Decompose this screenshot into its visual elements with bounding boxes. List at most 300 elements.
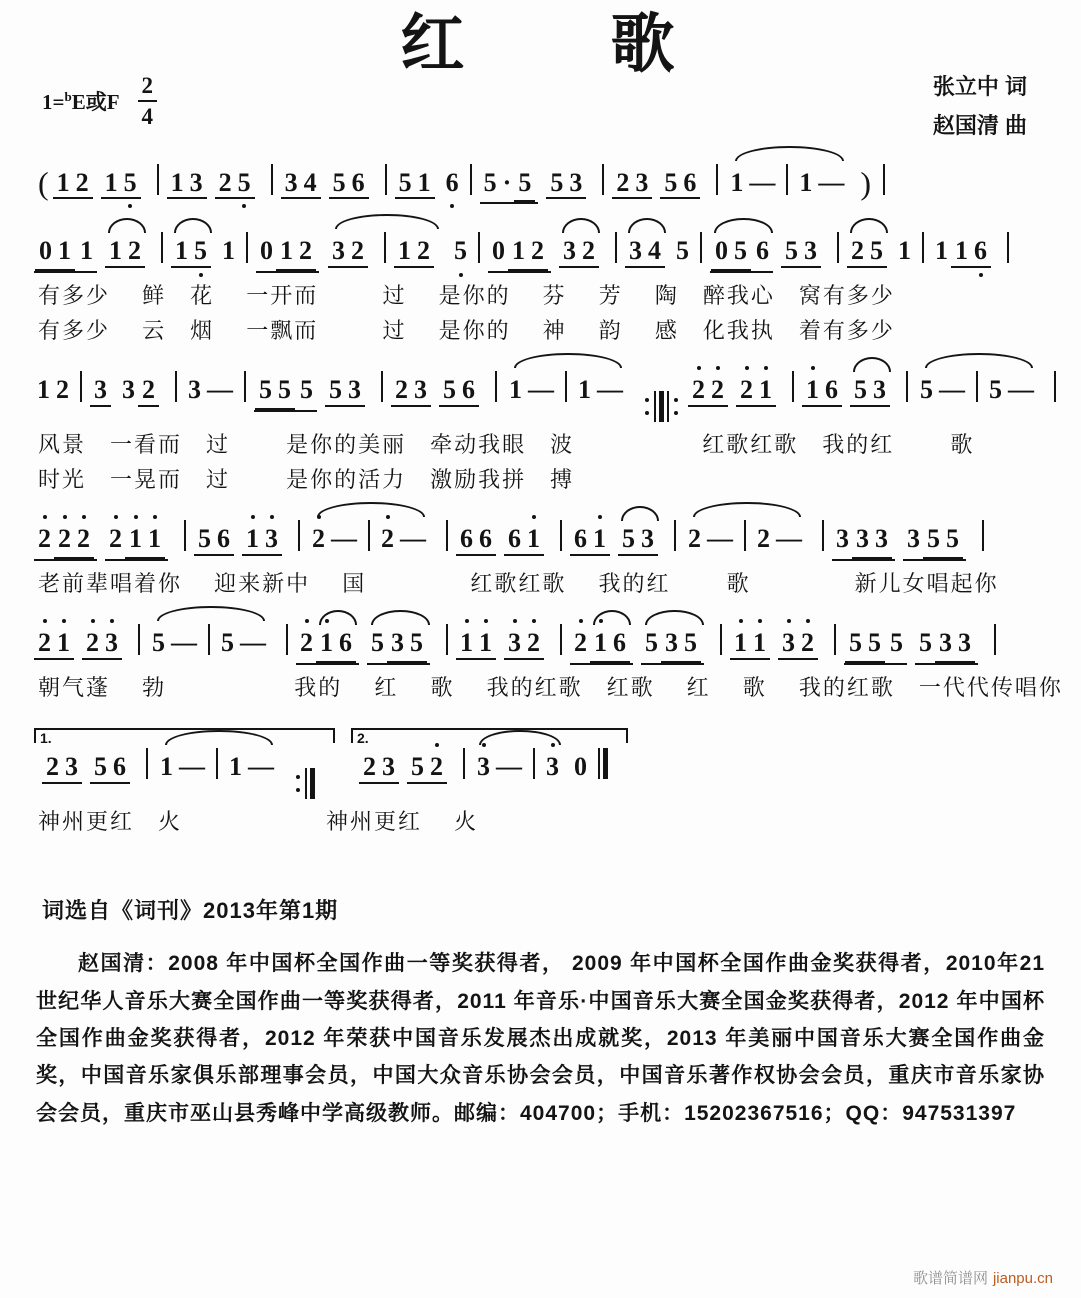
note: — [207, 375, 233, 405]
note: 2 [35, 628, 54, 658]
note: 3 [122, 375, 135, 405]
note: 1 [175, 236, 188, 266]
note: 3 [391, 628, 404, 658]
barline [560, 624, 562, 655]
note: 4 [648, 236, 661, 266]
barline [837, 232, 839, 263]
note: 2 [74, 524, 93, 554]
beam-group [90, 752, 130, 784]
note: 1 [524, 524, 543, 554]
beam-group [778, 628, 818, 660]
note: 3 [505, 628, 524, 658]
note: — [749, 167, 776, 197]
note: 1 [160, 752, 173, 782]
bar-stroke [1054, 371, 1056, 402]
music-line [26, 494, 1055, 563]
bar-stroke [922, 232, 924, 263]
bar-stroke [906, 371, 908, 402]
volta-bracket [34, 728, 335, 799]
note: 2 [46, 752, 59, 782]
lyricist-credit: 张立中 词 [932, 74, 1027, 99]
note: 5 [946, 524, 959, 554]
note: 3 [563, 236, 576, 266]
note: 2 [75, 167, 89, 197]
beam-group [844, 628, 907, 665]
bar-stroke [80, 371, 82, 402]
note: 1 [578, 375, 591, 405]
key-time-signature [42, 74, 1055, 128]
music-line [26, 345, 1055, 424]
note: 5 [235, 168, 254, 198]
beam-group [508, 236, 548, 271]
note: 2 [688, 524, 701, 554]
bar-stroke [246, 232, 248, 263]
beam-group [167, 168, 207, 200]
repeat-dots [645, 398, 649, 415]
note: 1 [955, 236, 968, 266]
bar-stroke [138, 624, 140, 655]
note: — [707, 524, 733, 554]
note: 3 [332, 236, 345, 266]
bar-stroke [446, 624, 448, 655]
beam-group [915, 628, 978, 665]
barline [208, 624, 210, 655]
key-name: E或F [71, 89, 120, 114]
barline [446, 624, 448, 655]
note: 5 [198, 524, 211, 554]
note: 1 [476, 628, 495, 658]
beam-group [660, 168, 700, 200]
bar-stroke [470, 164, 472, 195]
note: 5 [451, 236, 470, 266]
note: 5 [645, 628, 658, 658]
barline [565, 371, 567, 402]
note: — [939, 375, 965, 405]
note: 6 [339, 628, 352, 658]
barline [385, 164, 387, 195]
note: 1 [756, 375, 775, 405]
beam-group [242, 524, 282, 556]
beam-group [730, 628, 770, 660]
music-line [26, 702, 1055, 801]
barline [216, 748, 218, 779]
note: 3 [188, 375, 201, 405]
note: 2 [378, 524, 397, 554]
slur-group [308, 520, 430, 554]
note: 1 [590, 524, 609, 554]
note: 5 [734, 236, 747, 266]
slur-group [641, 628, 704, 665]
barline [560, 520, 562, 551]
bar-stroke [161, 232, 163, 263]
beam-group [138, 375, 159, 407]
note: 5 [300, 375, 313, 405]
note: 3 [102, 628, 121, 658]
note: 5 [278, 375, 291, 405]
note: 0 [39, 236, 52, 266]
beam-group [53, 168, 93, 200]
lyrics-source-note: 词选自《词刊》2013年第1期 [42, 898, 339, 924]
site-name: 歌谱简谱网 [912, 1270, 988, 1287]
note: — [597, 375, 623, 405]
bar-stroke [1007, 232, 1009, 263]
bar-stroke [822, 520, 824, 551]
barline [146, 748, 148, 779]
note: 3 [939, 628, 952, 658]
beam-group [480, 168, 539, 205]
note: 1 [222, 236, 235, 266]
bar-stroke [982, 520, 984, 551]
note: 5 [443, 375, 456, 405]
note: 5 [890, 628, 903, 658]
slur-group [367, 628, 430, 665]
note: 6 [683, 167, 697, 197]
parenthesis: ( [38, 164, 49, 201]
barline [470, 164, 472, 195]
bar-stroke [533, 748, 535, 779]
note: 5 [332, 167, 346, 197]
note: 1 [750, 628, 769, 658]
beam-group [832, 524, 895, 561]
beam-group [514, 168, 535, 203]
note: 5 [550, 167, 564, 197]
barline [883, 164, 885, 195]
note: 2 [309, 524, 328, 554]
barline [161, 232, 163, 263]
barline [720, 624, 722, 655]
beam-group [325, 375, 365, 407]
note: 2 [395, 375, 408, 405]
bar-stroke [994, 624, 996, 655]
note: 1 [109, 236, 122, 266]
barline [1054, 371, 1056, 402]
note: 6 [574, 524, 587, 554]
note: 5 [121, 168, 140, 198]
barline [184, 520, 186, 551]
barline [744, 520, 746, 551]
note: — [240, 628, 266, 658]
note: 5 [329, 375, 342, 405]
note: 2 [106, 524, 125, 554]
barline [298, 520, 300, 551]
barline [786, 164, 788, 195]
bar-stroke [674, 520, 676, 551]
volta-label: 1. [40, 730, 52, 747]
repeat-dots [674, 398, 678, 415]
barline [157, 164, 159, 195]
slur-group [710, 236, 773, 273]
barline [615, 232, 617, 263]
site-url[interactable]: jianpu.cn [992, 1270, 1053, 1287]
bar-stroke [786, 164, 788, 195]
beam-group [394, 236, 434, 268]
lyrics-line: 有多少 云 烟 一飘而 过 是你的 神 韵 感 化我执 着有多少 [38, 318, 895, 344]
lyrics-line: 有多少 鲜 花 一开而 过 是你的 芬 芳 陶 醉我心 窝有多少 [38, 283, 895, 309]
barline [244, 371, 246, 402]
beam-group [296, 628, 359, 665]
repeat-dot [645, 398, 649, 402]
slur-group [148, 624, 270, 658]
barline [976, 371, 978, 402]
barline [922, 232, 924, 263]
bar-stroke [463, 748, 465, 779]
lyrics-line: 朝气蓬 勃 我的 红 歌 我的红歌 红歌 红 歌 我的红歌 一代代传唱你 [38, 675, 1063, 701]
lyrics-line: 时光 一晃而 过 是你的活力 激励我拼 搏 [38, 467, 575, 493]
note: 1 [54, 628, 73, 658]
note: 5 [622, 524, 635, 554]
bar-stroke [368, 520, 370, 551]
note: 2 [55, 524, 74, 554]
note: 3 [189, 167, 203, 197]
repeat-dots [296, 775, 300, 792]
note: 3 [543, 752, 562, 782]
barline [533, 748, 535, 779]
bar-stroke [310, 768, 315, 799]
note: 1 [243, 524, 262, 554]
note: 1 [799, 167, 813, 197]
beam-group [781, 236, 821, 268]
note: 3 [907, 524, 920, 554]
beam-group [54, 524, 94, 559]
barline [368, 520, 370, 551]
note: — [818, 167, 845, 197]
barline [384, 232, 386, 263]
beam-group [439, 375, 479, 407]
note: 3 [665, 628, 678, 658]
composer-credit: 赵国清 曲 [932, 112, 1027, 138]
note: — [1008, 375, 1034, 405]
note: 2 [524, 628, 543, 658]
note: 2 [582, 236, 595, 266]
repeat-dot [645, 411, 649, 415]
barline [381, 371, 383, 402]
note: 5 [411, 752, 424, 782]
note: 0 [492, 236, 505, 266]
slur-group [625, 236, 665, 268]
music-line [26, 138, 1055, 207]
beam-group [90, 375, 111, 407]
repeat-dot [674, 411, 678, 415]
note: 3 [65, 752, 78, 782]
note: 1 [417, 167, 431, 197]
beam-group [923, 524, 963, 559]
bar-stroke [478, 232, 480, 263]
bar-stroke [659, 391, 664, 422]
beam-group [935, 628, 975, 663]
parenthesis: ) [860, 164, 871, 201]
bar-stroke [565, 371, 567, 402]
bar-stroke [446, 520, 448, 551]
slur-group [590, 628, 630, 663]
bar-stroke [286, 624, 288, 655]
note: 3 [635, 167, 649, 197]
note: 5 [849, 628, 862, 658]
beam-group [194, 524, 234, 556]
final-barline [598, 748, 608, 779]
bar-stroke [602, 164, 604, 195]
note: 3 [856, 524, 869, 554]
barline [1007, 232, 1009, 263]
note: 5 [191, 236, 210, 266]
note: 5 [152, 628, 165, 658]
note: 1 [898, 236, 911, 266]
bar-stroke [175, 371, 177, 402]
note: 2 [571, 628, 590, 658]
barline [994, 624, 996, 655]
note: — [496, 752, 522, 782]
note: 6 [217, 524, 230, 554]
note: 1 [104, 167, 118, 197]
note: 0 [260, 236, 273, 266]
note: — [400, 524, 426, 554]
note: 2 [56, 375, 69, 405]
note: 3 [629, 236, 642, 266]
note: 5 [371, 628, 384, 658]
barline [271, 164, 273, 195]
barline [792, 371, 794, 402]
bar-stroke [384, 232, 386, 263]
note: 2 [757, 524, 770, 554]
slur-group [726, 164, 848, 198]
music-line [26, 598, 1055, 667]
beam-group [661, 628, 701, 663]
credits-block [933, 68, 1027, 145]
key-signature [42, 86, 120, 116]
note: 6 [508, 524, 521, 554]
beam-group [504, 524, 544, 556]
bar-stroke [700, 232, 702, 263]
bar-stroke [976, 371, 978, 402]
note: — [179, 752, 205, 782]
barline [463, 748, 465, 779]
beam-group [488, 236, 551, 273]
note: 1 [509, 375, 522, 405]
note: 1 [935, 236, 948, 266]
beam-group [395, 168, 435, 200]
beam-group [359, 752, 399, 784]
bar-stroke [385, 164, 387, 195]
bar-stroke [495, 371, 497, 402]
bar-stroke [146, 748, 148, 779]
note: 1 [512, 236, 525, 266]
note: 2 [798, 628, 817, 658]
bar-stroke [615, 232, 617, 263]
site-watermark [913, 1267, 1053, 1288]
beam-group [845, 628, 885, 663]
barline [246, 232, 248, 263]
note: 1 [398, 236, 411, 266]
note: 3 [569, 167, 583, 197]
barline [700, 232, 702, 263]
note: 1 [457, 628, 476, 658]
slur-group [105, 236, 145, 268]
note: 1 [591, 628, 610, 658]
note: — [776, 524, 802, 554]
slur-group [505, 371, 627, 405]
volta-label: 2. [357, 730, 369, 747]
beam-group [570, 628, 633, 665]
slur-group [916, 371, 1038, 405]
barline [175, 371, 177, 402]
bar-stroke [271, 164, 273, 195]
time-signature [138, 74, 158, 128]
note: 6 [460, 524, 473, 554]
beam-group [852, 524, 892, 559]
note: 5 [919, 628, 932, 658]
beam-group [34, 236, 97, 273]
note: 2 [297, 628, 316, 658]
note: 3 [779, 628, 798, 658]
slur-group [171, 236, 211, 268]
note: 5 [854, 375, 867, 405]
beam-group [570, 524, 610, 556]
note: 5 [221, 628, 234, 658]
barline [906, 371, 908, 402]
note: 3 [873, 375, 886, 405]
note: 2 [737, 375, 756, 405]
beam-group [387, 628, 427, 663]
bar-stroke [667, 391, 669, 422]
bar-stroke [298, 520, 300, 551]
note: 5 [989, 375, 1002, 405]
note: 1 [731, 628, 750, 658]
slur-group [618, 524, 658, 556]
note: 5 [94, 752, 107, 782]
repeat-dot [296, 775, 300, 779]
bar-stroke [834, 624, 836, 655]
note: 0 [574, 752, 587, 782]
beam-group [504, 628, 544, 660]
note: 6 [479, 524, 492, 554]
note: 1 [229, 752, 242, 782]
note: 2 [427, 752, 446, 782]
bar-stroke [883, 164, 885, 195]
barline [674, 520, 676, 551]
beam-group [391, 375, 431, 407]
bar-stroke [381, 371, 383, 402]
note: 6 [971, 236, 990, 266]
meter-numerator: 2 [138, 74, 158, 102]
note: 0 [715, 236, 728, 266]
note: 1 [170, 167, 184, 197]
slur-group [684, 520, 806, 554]
note: — [248, 752, 274, 782]
beam-group [546, 168, 586, 200]
beam-group [215, 168, 255, 200]
note: 1 [126, 524, 145, 554]
barline [138, 624, 140, 655]
beam-group [34, 628, 74, 660]
note: 3 [414, 375, 427, 405]
note: 6 [351, 167, 365, 197]
beam-group [42, 752, 82, 784]
bar-stroke [720, 624, 722, 655]
slur-group [327, 232, 443, 268]
beam-group [101, 168, 141, 200]
note: 3 [474, 752, 493, 782]
note: 2 [299, 236, 312, 266]
song-title: 红 歌 [400, 9, 681, 80]
lyrics-line: 神州更红 火 神州更红 火 [38, 809, 479, 835]
tonic-label: 1= [42, 89, 65, 114]
bar-stroke [184, 520, 186, 551]
note: — [528, 375, 554, 405]
note: 3 [284, 167, 298, 197]
note: 2 [417, 236, 430, 266]
note: 1 [317, 628, 336, 658]
beam-group [456, 628, 496, 660]
bar-stroke [305, 768, 307, 799]
